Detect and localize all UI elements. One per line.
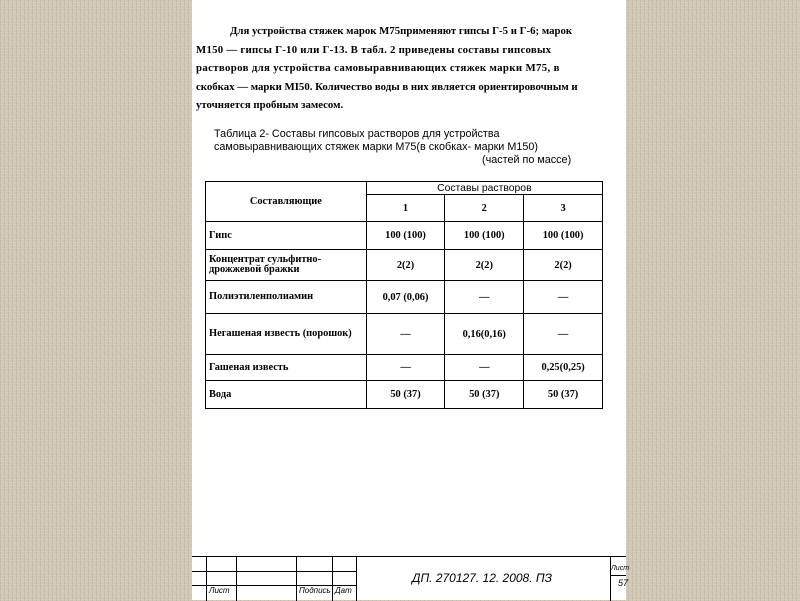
cell: — [445,281,524,314]
cell: — [445,355,524,381]
cell: 2(2) [524,250,603,281]
body-line: уточняется пробным замесом. [196,99,344,111]
body-paragraph [196,22,626,115]
cell: 0,16(0,16) [445,314,524,355]
caption-units: (частей по массе) [482,154,572,166]
cell: 0,25(0,25) [524,355,603,381]
stamp-divider [206,557,207,601]
table-row [206,281,603,314]
stamp-divider [332,557,333,601]
cell: 2(2) [366,250,445,281]
header-col-3: 3 [524,195,603,222]
document-page [192,0,630,600]
body-line: растворов для устройства самовыравнивающих стяжек марки М75, в [196,62,560,74]
row-name: Негашеная известь (порошок) [206,314,367,355]
cell: — [524,314,603,355]
body-line: Для устройства стяжек марок М75применяют гипсы Г-5 и Г-6; марок [230,25,573,37]
table-caption [214,128,571,167]
table-row [206,381,603,409]
stamp-label-date: Дат [335,586,352,595]
stamp-divider [296,557,297,601]
row-name: Концентрат сульфитно-дрожжевой бражки [206,250,367,281]
cell: — [366,314,445,355]
caption-line-2: самовыравнивающих стяжек марки М75(в скобках- марки М150) [214,141,538,153]
sheet-label: Лист [611,565,630,572]
header-components: Составляющие [206,182,367,222]
table-row [206,355,603,381]
body-line: М150 — гипсы Г-10 или Г-13. В табл. 2 приведены составы гипсовых [196,43,552,56]
cell: — [524,281,603,314]
document-code: ДП. 270127. 12. 2008. ПЗ [412,571,552,585]
cell: 100 (100) [445,222,524,250]
cell: 50 (37) [524,381,603,409]
row-name: Гипс [206,222,367,250]
row-name: Вода [206,381,367,409]
stamp-divider [236,557,237,601]
stamp-divider [610,557,611,601]
table-row [206,314,603,355]
cell: — [366,355,445,381]
cell: 100 (100) [524,222,603,250]
stamp-divider [356,557,357,601]
stamp-label-sheet: Лист [209,586,230,595]
cell: 50 (37) [366,381,445,409]
row-name: Гашеная известь [206,355,367,381]
table-row [206,250,603,281]
row-name: Полиэтиленполиамин [206,281,367,314]
stamp-rule [610,575,626,576]
header-compositions: Составы растворов [366,182,602,195]
cell: 100 (100) [366,222,445,250]
stamp-rule [192,571,356,572]
header-col-2: 2 [445,195,524,222]
title-block [192,556,630,601]
caption-line-1: Таблица 2- Составы гипсовых растворов для устройства [214,128,500,140]
body-line: скобках — марки МI50. Количество воды в них является ориентировочным и [196,80,578,93]
cell: 50 (37) [445,381,524,409]
compositions-table [205,181,603,409]
cell: 2(2) [445,250,524,281]
cell: 0,07 (0,06) [366,281,445,314]
stamp-label-signature: Подпись [299,586,331,595]
sheet-number: 57 [618,578,629,588]
header-col-1: 1 [366,195,445,222]
table-row [206,222,603,250]
